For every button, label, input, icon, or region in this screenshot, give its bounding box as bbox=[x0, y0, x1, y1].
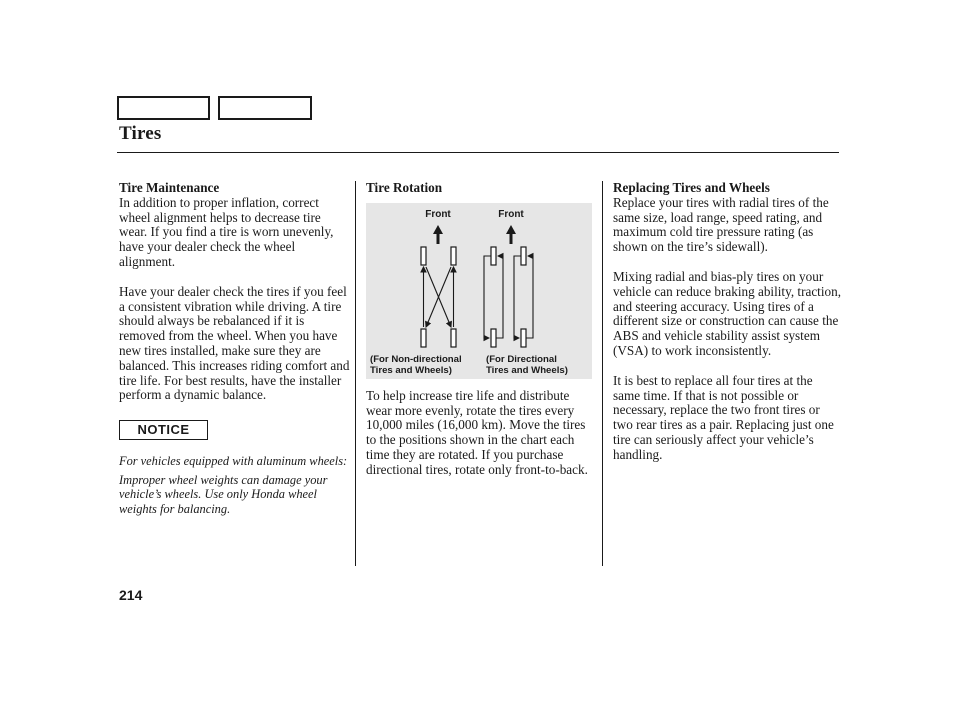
heading-tire-rotation: Tire Rotation bbox=[366, 180, 443, 195]
caption-non-directional-2: Tires and Wheels) bbox=[370, 364, 452, 376]
tire-icon bbox=[521, 247, 526, 265]
tire-icon bbox=[421, 329, 426, 347]
column-divider-2 bbox=[602, 181, 603, 566]
column-tire-maintenance bbox=[119, 181, 351, 520]
tire-rotation-diagram bbox=[366, 203, 592, 379]
tire-icon bbox=[421, 247, 426, 265]
notice-label: NOTICE bbox=[119, 420, 208, 440]
paragraph: Replace your tires with radial tires of the same size, load range, speed rating, and maximum cold tire pressure rating (as shown on the tire’s sidewall). bbox=[613, 194, 829, 255]
caption-directional-2: Tires and Wheels) bbox=[486, 364, 568, 376]
section-tab-2 bbox=[218, 96, 312, 120]
notice-condition: For vehicles equipped with aluminum wheels: bbox=[119, 454, 348, 469]
tire-icon bbox=[451, 247, 456, 265]
front-arrow-icon bbox=[506, 225, 516, 244]
column-tire-rotation bbox=[366, 181, 596, 493]
tire-icon bbox=[451, 329, 456, 347]
paragraph: Have your dealer check the tires if you feel a consistent vibration while driving. A tire should always be rebalanced if it is removed from the wheel. When you have new tires installed, make sure they are balanced. This increases riding comfort and tire life. For best results, have the installer perform a dynamic balance. bbox=[119, 283, 350, 403]
non-directional-rotation bbox=[421, 247, 456, 347]
page-number: 214 bbox=[119, 587, 143, 603]
page-title: Tires bbox=[119, 123, 162, 144]
tire-icon bbox=[491, 247, 496, 265]
front-label-left: Front bbox=[425, 208, 451, 220]
column-divider-1 bbox=[355, 181, 356, 566]
heading-replacing-tires: Replacing Tires and Wheels bbox=[613, 180, 770, 195]
tire-icon bbox=[491, 329, 496, 347]
notice-text bbox=[119, 454, 351, 516]
column-replacing-tires bbox=[613, 181, 841, 478]
caption-non-directional-1: (For Non-directional bbox=[370, 353, 462, 365]
tire-icon bbox=[521, 329, 526, 347]
heading-tire-maintenance: Tire Maintenance bbox=[119, 180, 220, 195]
paragraph: It is best to replace all four tires at the same time. If that is not possible or necessary, replace the two front tires or two rear tires as a pair. Replacing just one tire can seriously affect your vehicle’s handling. bbox=[613, 372, 834, 462]
front-arrow-icon bbox=[433, 225, 443, 244]
paragraph: In addition to proper inflation, correct wheel alignment helps to decrease tire wear. If you find a tire is worn unevenly, have your dealer check the wheel alignment. bbox=[119, 194, 334, 269]
title-divider bbox=[117, 152, 839, 153]
directional-rotation bbox=[484, 247, 533, 347]
paragraph: To help increase tire life and distribute wear more evenly, rotate the tires every 10,000 miles (16,000 km). Move the tires to the positions shown in the chart each time they are rotated. If you purchase directional tires, rotate only front-to-back. bbox=[366, 387, 588, 477]
section-tab-1 bbox=[117, 96, 210, 120]
notice-warning: Improper wheel weights can damage your vehicle’s wheels. Use only Honda wheel weights for balancing. bbox=[119, 472, 328, 516]
paragraph: Mixing radial and bias-ply tires on your vehicle can reduce braking ability, traction, and steering accuracy. Using tires of a different size or construction can cause the ABS and vehicle stability assist system (VSA) to work inconsistently. bbox=[613, 268, 841, 358]
front-label-right: Front bbox=[498, 208, 524, 220]
caption-directional-1: (For Directional bbox=[486, 353, 557, 365]
